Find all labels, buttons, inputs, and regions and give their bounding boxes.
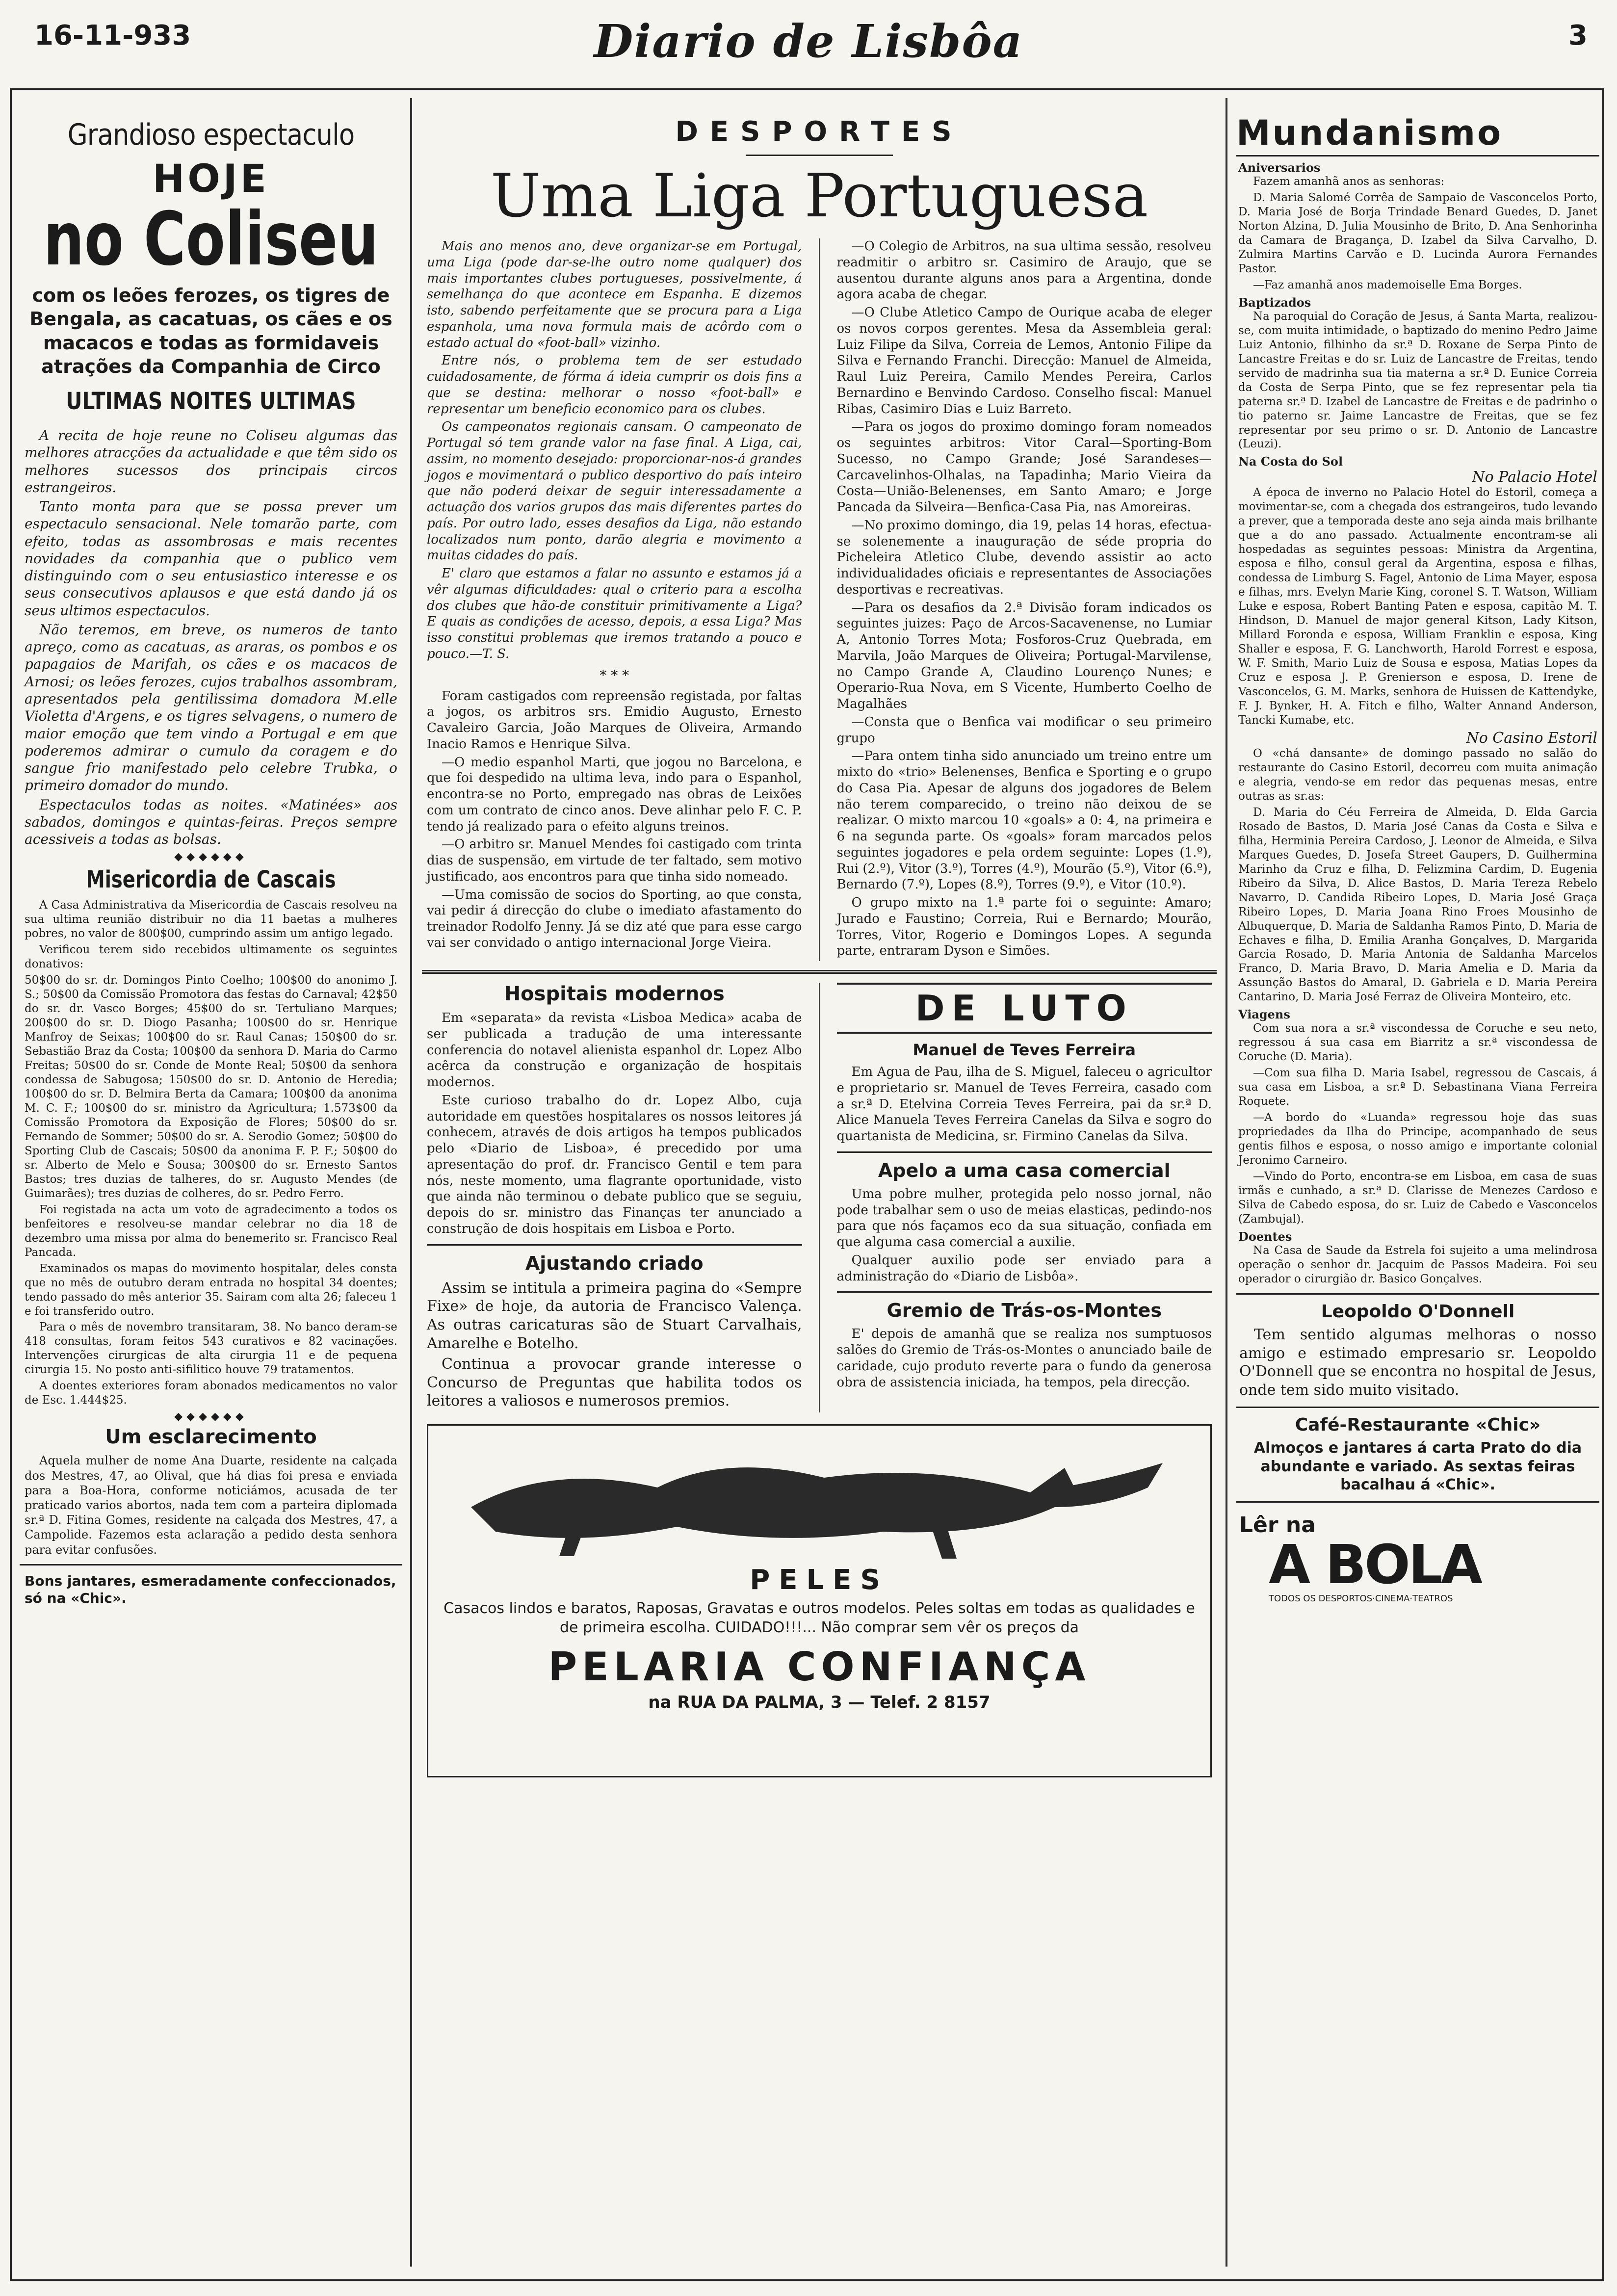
mid-col-a <box>427 983 802 1412</box>
desportes-col-b <box>837 238 1212 961</box>
left-column <box>20 98 402 2271</box>
esclarecimento-paragraph: Aquela mulher de nome Ana Duarte, residente na calçada dos Mestres, 47, ao Olival, que há dias foi presa e enviada para a Boa-Hora, conforme noticiámos, acusada de ter praticado varios abortos, nada tem com a parteira diplomada sr.ª D. Fitina Gomes, residente na calçada dos Mestres, 47, a Campolide. Fazemos esta aclaração a pedido desta senhora para evitar confusões. <box>25 1454 397 1557</box>
cafe-chic-title: Café-Restaurante «Chic» <box>1295 1415 1541 1435</box>
mid-section <box>422 983 1217 1412</box>
divider <box>427 1244 802 1246</box>
coliseu-hoje: HOJE <box>153 157 269 201</box>
misericordia-paragraph: A Casa Administrativa da Misericordia de Cascais resolveu na sua ultima reunião distribuir no dia 11 baetas a mulheres pobres, no valor de 800$00, cumprindo assim um antigo legado. <box>25 899 397 940</box>
desportes-paragraph: E' claro que estamos a falar no assunto e estamos já a vêr algumas dificuldades: qual o criterio para a escolha dos clubes que hão-de constituir primitivamente a Liga? E quais as condições de acesso, depois, a essa Liga? Mas isso constitui problemas que iremos tratando a pouco e pouco.—T. S. <box>427 566 802 661</box>
desportes-paragraph: —Consta que o Benfica vai modificar o seu primeiro grupo <box>836 714 1212 746</box>
desportes-paragraph: —Para ontem tinha sido anunciado um treino entre um mixto do «trio» Belenenses, Benfica e Sporting e o grupo do Casa Pia. Apesar de alguns dos jogadores de Belem não terem comparecido, o treino não deixou de se realizar. O mixto marcou 10 «goals» a 0: 4, na primeira e 6 na segunda parte. Os «goals» foram marcados pelos seguintes jogadores e pela ordem seguinte: Lopes (1.º), Rui (2.º), Vitor (3.º), Torres (4.º), Mourão (5.º), Vitor (6.º), Bernardo (7.º), Lopes (8.º), Torres (9.º), e Vitor (10.º). <box>836 749 1212 892</box>
peles-ad <box>427 1424 1212 1777</box>
chic-footer-text: Bons jantares, esmeradamente confeccionados, só na «Chic». <box>25 1572 396 1606</box>
luto-subtitle: Manuel de Teves Ferreira <box>913 1041 1136 1060</box>
esclarecimento-title: Um esclarecimento <box>105 1426 317 1449</box>
inner-divider <box>819 238 820 961</box>
issue-date: 16-11-933 <box>34 20 191 52</box>
mid-col-b <box>837 983 1212 1412</box>
aniversarios-head: Aniversarios <box>1238 160 1321 175</box>
ajustando-title: Ajustando criado <box>525 1252 704 1274</box>
ornament-divider: ◆◆◆◆◆◆ <box>174 851 248 863</box>
coliseu-paragraph: Espectaculos todas as noites. «Matinées» aos sabados, domingos e quintas-feiras. Preços sempre acessiveis a todas as bolsas. <box>25 796 397 848</box>
section-rule <box>422 970 1217 974</box>
desportes-kicker: DESPORTES <box>675 116 964 148</box>
desportes-col-a <box>427 238 802 961</box>
misericordia-donations: 50$00 do sr. dr. Domingos Pinto Coelho; 100$00 do anonimo J. S.; 50$00 da Comissão Promotora das festas do Carnaval; 42$50 do sr. dr. Vasco Borges; 45$00 do sr. Tertuliano Marques; 200$00 do sr. D. Diogo Pasanha; 100$00 do sr. Henrique Manfroy de Seixas; 100$00 do sr. Raul Canas; 150$00 do sr. Sebastião Braz da Costa; 100$00 da senhora D. Maria do Carmo Freitas; 50$00 do sr. Conde de Monte Real; 50$00 da senhora condessa de Sabugosa; 150$00 do sr. D. Antonio de Heredia; 100$00 do sr. D. Belmira Berta da Camara; 100$00 da anonima M. C. F.; 100$00 do sr. ministro da Agricultura; 1.573$00 da Comissão Promotora da Exposição de Flores; 50$00 do sr. Fernando de Sommer; 50$00 do sr. A. Serodio Gomez; 50$00 do Sporting Club de Cascais; 50$00 da anonima F. P. F.; 50$00 do sr. Alberto de Melo e Sousa; 300$00 do sr. Ernesto Santos Bastos; tres duzias de talheres, do sr. Augusto Mendes (de Guimarães); tres duzias de colheres, do sr. Pedro Ferro. <box>25 974 397 1200</box>
divider <box>20 1564 402 1565</box>
peles-address: na RUA DA PALMA, 3 — Telef. 2 8157 <box>648 1693 991 1713</box>
ornament-divider: ◆◆◆◆◆◆ <box>174 1410 248 1423</box>
abola-read: Lêr na <box>1239 1512 1316 1538</box>
mundanismo-paragraph: Com sua nora a sr.ª viscondessa de Coruche e seu neto, regressou á sua casa em Biarritz a sr.ª viscondessa de Coruche (D. Maria). <box>1238 1022 1597 1064</box>
misericordia-paragraph: Foi registada na acta um voto de agradecimento a todos os benfeitores e resolveu-se mandar celebrar no dia 18 de dezembro uma missa por alma do benemerito sr. Francisco Real Pancada. <box>25 1203 397 1259</box>
newspaper-title: Diario de Lisbôa <box>594 15 1023 68</box>
gremio-paragraph: E' depois de amanhã que se realiza nos sumptuosos salões do Gremio de Trás-os-Montes o anunciado baile de caridade, cujo produto reverte para o fundo da generosa obra de assistencia iniciada, ha tempos, pela direcção. <box>836 1327 1212 1390</box>
desportes-paragraph: —O Clube Atletico Campo de Ourique acaba de eleger os novos corpos gerentes. Mesa da Assembleia geral: Luiz Filipe da Silva, Correia de Lemos, Antonio Filipe da Silva e Fernando Franchi. Direcção: Manuel de Almeida, Raul Luiz Pereira, Camilo Mendes Pereira, Carlos Bernardino e Benvindo Cardoso. Conselho fiscal: Manuel Ribas, Casimiro Dias e Luiz Barreto. <box>836 305 1212 417</box>
viagens-head: Viagens <box>1238 1007 1290 1022</box>
luto-title: DE LUTO <box>837 983 1212 1034</box>
hospitais-paragraph: Em «separata» da revista «Lisboa Medica» acaba de ser publicada a tradução de uma interessante conferencia do notavel alienista espanhol dr. Lopez Albo acêrca da construção e organização de hospitais modernos. <box>427 1011 802 1090</box>
desportes-stars: * * * <box>600 667 629 683</box>
inner-divider <box>819 983 820 1412</box>
coliseu-paragraph: Tanto monta para que se possa prever um espectaculo sensacional. Nele tomarão parte, com efeito, todas as assombrosas e mais recentes novidades da companhia que o publico vem distinguindo com o seu entusiastico interesse e os seus consecutivos aplausos e que está dando já os seus ultimos espectaculos. <box>25 498 397 619</box>
desportes-paragraph: —O medio espanhol Marti, que jogou no Barcelona, e que foi despedido na ultima leva, indo para o Espanhol, encontra-se no Porto, empregado nas obras de Leixões com um contrato de cinco anos. Deve alinhar pelo F. C. P. tendo já realizado para o efeito alguns treinos. <box>427 755 802 834</box>
gremio-title: Gremio de Trás-os-Montes <box>887 1300 1162 1322</box>
misericordia-paragraph: Para o mês de novembro transitaram, 38. No banco deram-se 418 consultas, foram feitos 543 curativos e 82 vacinações. Intervenções cirurgicas de alta cirurgia 11 e de pequena cirurgia 15. No posto anti-sifilitico houve 79 tratamentos. <box>25 1321 397 1377</box>
fox-illustration <box>451 1434 1187 1561</box>
desportes-paragraph: Foram castigados com repreensão registada, por faltas a jogos, os arbitros srs. Emidio Augusto, Ernesto Cavaleiro Garcia, João Marques de Oliveira, Armando Inacio Ramos e Henrique Silva. <box>427 688 802 752</box>
page-number: 3 <box>1568 20 1588 52</box>
misericordia-title: Misericordia de Cascais <box>86 866 336 894</box>
ajustando-paragraph: Assim se intitula a primeira pagina do «Sempre Fixe» de hoje, da autoria de Francisco Valença. As outras caricaturas são de Stuart Carvalhais, Amarelhe e Botelho. <box>427 1279 802 1353</box>
kicker-rule <box>746 155 893 156</box>
abola-brand: A BOLA <box>1269 1533 1481 1596</box>
column-divider <box>1226 98 1227 2267</box>
coliseu-title: no Coliseu <box>43 197 379 282</box>
misericordia-paragraph: Examinados os mapas do movimento hospitalar, deles consta que no mês de outubro deram entrada no hospital 34 doentes; tendo passado do mês anterior 35. Sairam com alta 26; faleceu 1 e foi transferido outro. <box>25 1262 397 1318</box>
abola-ad <box>1236 1510 1599 1637</box>
luto-paragraph: Em Agua de Pau, ilha de S. Miguel, faleceu o agricultor e proprietario sr. Manuel de Teves Ferreira, casado com a sr.ª D. Etelvina Correia Teves Ferreira, pai da sr.ª D. Alice Manuela Teves Ferreira Canelas da Silva e sogro do quartanista de Medicina, sr. Firmino Canelas da Silva. <box>836 1065 1212 1144</box>
mundanismo-paragraph: D. Maria do Céu Ferreira de Almeida, D. Elda Garcia Rosado de Bastos, D. Maria José Canas da Costa e Silva e filha, Herminia Pereira Cardoso, J. Leonor de Almeida, e Silva Marques Guedes, D. Josefa Street Gaupers, D. Guilhermina Marinho da Cruz e filha, D. Felizmina Cardim, D. Eugenia Ribeiro da Silva, D. Alice Bastos, D. Maria Tereza Rebelo Navarro, D. Candida Ribeiro Lopes, D. Maria José Graça Ribeiro Lopes, D. Maria Joana Rino Froes Mousinho de Albuquerque, D. Maria de Saldanha Ramos Pinto, D. Maria de Echaves e filha, D. Emilia Aranha Gonçalves, D. Margarida Garcia Rosado, D. Maria Antonia de Saldanha Marcelos Franco, D. Maria Bravo, D. Maria Amelia e D. Maria da Assunção Bastos do Amaral, D. Gabriela e D. Maria Pereira Cantarino, D. Maria José Ferraz de Oliveira Monteiro, etc. <box>1238 806 1597 1004</box>
coliseu-ad <box>20 98 402 415</box>
desportes-body <box>422 238 1217 961</box>
coliseu-paragraph: A recita de hoje reune no Coliseu algumas das melhores atracções da actualidade e que têm sido os melhores sucessos dos principais circos estrangeiros. <box>25 427 397 496</box>
mundanismo-paragraph: —Com sua filha D. Maria Isabel, regressou de Cascais, á sua casa em Lisboa, a sr.ª D. Sebastinana Viana Ferreira Roquete. <box>1238 1067 1597 1108</box>
divider <box>1236 1501 1599 1503</box>
peles-brand: PELARIA CONFIANÇA <box>548 1644 1091 1690</box>
mundanismo-paragraph: Fazem amanhã anos as senhoras: <box>1253 175 1445 188</box>
abola-tagline: TODOS OS DESPORTOS·CINEMA·TEATROS <box>1269 1593 1453 1604</box>
coliseu-ultimas: ULTIMAS NOITES ULTIMAS <box>66 388 356 415</box>
desportes-headline: Uma Liga Portuguesa <box>490 161 1148 231</box>
coliseu-line1: Grandioso espectaculo <box>67 118 355 152</box>
mundanismo-paragraph: —Vindo do Porto, encontra-se em Lisboa, em casa de suas irmãs e cunhado, a sr.ª D. Clarisse de Menezes Cardoso e Silva de Cabedo esposa, do sr. Luiz de Cabedo e Vasconcelos (Zambujal). <box>1238 1170 1597 1226</box>
masthead <box>0 0 1617 93</box>
doentes-head: Doentes <box>1238 1229 1292 1244</box>
costa-head: Na Costa do Sol <box>1238 454 1343 469</box>
baptizados-head: Baptizados <box>1238 295 1311 310</box>
coliseu-text <box>20 415 402 848</box>
palacio-head: No Palacio Hotel <box>1472 469 1597 486</box>
mundanismo-paragraph: O «chá dansante» de domingo passado no salão do restaurante do Casino Estoril, decorreu com muita animação e alegria, vendo-se em redor das pequenas mesas, entre outras as sr.as: <box>1238 747 1597 803</box>
mundanismo-body <box>1236 157 1599 1286</box>
desportes-paragraph: —O arbitro sr. Manuel Mendes foi castigado com trinta dias de suspensão, em virtude de ter faltado, sem motivo justificado, aos encontros para que tinha sido nomeado. <box>427 837 802 884</box>
mundanismo-paragraph: —A bordo do «Luanda» regressou hoje das suas propriedades da Ilha do Principe, acompanhado de seus gentis filhos e esposa, o nosso amigo e importante colonial Jeronimo Carneiro. <box>1238 1111 1597 1167</box>
estoril-head: No Casino Estoril <box>1466 729 1597 747</box>
column-divider <box>410 98 412 2267</box>
right-column <box>1236 98 1599 2271</box>
hospitais-paragraph: Este curioso trabalho do dr. Lopez Albo, cuja autoridade em questões hospitalares os nossos leitores já conhecem, através de dois artigos ha tempos publicados pelo «Diario de Lisboa», é precedido por uma apresentação do prof. dr. Francisco Gentil e tem para nós, neste momento, uma flagrante oportunidade, visto que ainda não terminou o debate publico que se seguiu, depois do sr. ministro das Finanças ter anunciado a construção de dois hospitais em Lisboa e Porto. <box>427 1093 802 1236</box>
hospitais-title: Hospitais modernos <box>504 983 725 1006</box>
misericordia-article <box>20 866 402 1408</box>
chic-footer-ad <box>20 1572 402 1607</box>
misericordia-paragraph: A doentes exteriores foram abonados medicamentos no valor de Esc. 1.444$25. <box>25 1380 397 1407</box>
desportes-paragraph: —O Colegio de Arbitros, na sua ultima sessão, resolveu readmitir o arbitro sr. Casimiro de Araujo, que se ausentou durante alguns anos para a Argentina, donde agora acaba de chegar. <box>836 239 1212 302</box>
divider <box>1236 1293 1599 1295</box>
divider <box>1236 1407 1599 1408</box>
desportes-paragraph: —Para os desafios da 2.ª Divisão foram indicados os seguintes juizes: Paço de Arcos-Sacavenense, no Lumiar A, Antonio Torres Mota; Fosforos-Cruz Quebrada, em Marvila, João Marques de Oliveira; Portugal-Marvilense, no Campo Grande A, Claudino Lourenço Nunes; e Operario-Rua Nova, em S Vicente, Humberto Coelho de Magalhães <box>836 600 1212 712</box>
desportes-paragraph: Entre nós, o problema tem de ser estudado cuidadosamente, de fórma á ideia cumprir os dois fins a que se destina: melhorar o nosso «foot-ball» e representar um beneficio economico para os clubes. <box>427 353 802 417</box>
leopoldo-title: Leopoldo O'Donnell <box>1321 1301 1515 1322</box>
center-column <box>422 98 1217 2271</box>
mundanismo-paragraph: Na paroquial do Coração de Jesus, á Santa Marta, realizou-se, com muita intimidade, o baptizado do menino Pedro Jaime Luiz Antonio, filhinho da sr.ª D. Roxane de Serpa Pinto de Lancastre Freitas e do sr. Luiz de Lancastre de Freitas, tendo servido de madrinha sua tia materna a sr.ª D. Eunice Correia da Costa de Serpa Pinto, que se fez representar pela tia paterna sr.ª D. Izabel de Lancastre de Freitas e de padrinho o tio paterno sr. Jaime Lancastre de Freitas, que se fez representar por seu primo o sr. D. Antonio de Lancastre (Leuzi). <box>1238 310 1597 451</box>
apelo-paragraph: Uma pobre mulher, protegida pelo nosso jornal, não pode trabalhar sem o uso de meias elasticas, pedindo-nos para que nós façamos eco da sua situação, confiada em que alguma casa comercial a auxilie. <box>836 1186 1212 1250</box>
esclarecimento-article <box>20 1426 402 1557</box>
apelo-paragraph: Qualquer auxilio pode ser enviado para a administração do «Diario de Lisbôa». <box>836 1252 1212 1284</box>
mundanismo-paragraph: Na Casa de Saude da Estrela foi sujeito a uma melindrosa operação o senhor dr. Jacquim de Passos Madeira. Foi seu operador o cirurgião dr. Basico Gonçalves. <box>1238 1244 1597 1285</box>
apelo-title: Apelo a uma casa comercial <box>878 1159 1171 1181</box>
cafe-chic-text: Almoços e jantares á carta Prato do dia abundante e variado. As sextas feiras bacalhau á «Chic». <box>1253 1439 1582 1493</box>
desportes-paragraph: Os campeonatos regionais cansam. O campeonato de Portugal só tem grande valor na fase final. A Liga, cai, assim, no momento desejado: proporcionar-nos-á grandes jogos e movimentará o publico desportivo do país inteiro que não poderá deixar de seguir interessadamente a actuação dos varios grupos das mais diferentes partes do país. Por outro lado, esses desafios da Liga, não estando localizados num ponto, darão alegria e movimento a muitas cidades do país. <box>427 419 802 563</box>
desportes-paragraph: —Para os jogos do proximo domingo foram nomeados os seguintes arbitros: Vitor Caral—Sporting-Bom Sucesso, no Campo Grande; José Sarandeses—Carcavelinhos-Olhalas, na Tapadinha; Mario Vieira da Costa—União-Belenenses, em Santo Amaro; e Jorge Pancada da Silveira—Benfica-Casa Pia, nas Amoreiras. <box>836 419 1212 515</box>
coliseu-paragraph: Não teremos, em breve, os numeros de tanto apreço, como as cacatuas, as araras, os pombos e os papagaios de Marifah, os cães e os macacos de Arnosi; os leões ferozes, cujos trabalhos assombram, apresentados pela gentilissima domadora M.elle Violetta d'Argens, e os tigres selvagens, o numero de maior emoção que tem vindo a Portugal e em que poderemos admirar o cumulo da coragem e do sangue frio manifestado pelo celebre Trubka, o primeiro domador do mundo. <box>25 621 397 794</box>
desportes-paragraph: Mais ano menos ano, deve organizar-se em Portugal, uma Liga (pode dar-se-lhe outro nome qualquer) dos mais importantes clubes portugueses, possivelmente, á semelhança do que acontece em Espanha. E dizemos isto, sabendo perfeitamente que se procura para a Liga espanhola, uma nova formula mais de acôrdo com o estado actual do «foot-ball» vizinho. <box>427 239 802 350</box>
misericordia-paragraph: Verificou terem sido recebidos ultimamente os seguintes donativos: <box>25 943 397 971</box>
divider <box>837 1291 1212 1293</box>
desportes-paragraph: —Uma comissão de socios do Sporting, ao que consta, vai pedir á direcção do clube o imediato afastamento do treinador Rodolfo Jenny. Já se diz até que para esse cargo vai ser convidado o antigo internacional Jorge Vieira. <box>427 887 802 950</box>
ajustando-paragraph: Continua a provocar grande interesse o Concurso de Preguntas que habilita todos os leitores a valiosos e numerosos premios. <box>427 1355 802 1410</box>
divider <box>837 1151 1212 1153</box>
mundanismo-paragraph: —Faz amanhã anos mademoiselle Ema Borges. <box>1253 278 1522 291</box>
desportes-paragraph: O grupo mixto na 1.ª parte foi o seguinte: Amaro; Jurado e Faustino; Correia, Rui e Bernardo; Mourão, Torres, Vitor, Rogerio e Domingos Lopes. A segunda parte, entraram Dyson e Simões. <box>836 895 1212 959</box>
coliseu-attractions: com os leões ferozes, os tigres de Bengala, as cacatuas, os cães e os macacos e todas as formidaveis atrações da Companhia de Circo <box>29 284 392 378</box>
peles-word: PELES <box>750 1564 889 1596</box>
mundanismo-title: Mundanismo <box>1236 113 1599 157</box>
leopoldo-paragraph: Tem sentido algumas melhoras o nosso amigo e estimado empresario sr. Leopoldo O'Donnell que se encontra no hospital de Jesus, onde tem sido muito visitado. <box>1239 1326 1596 1399</box>
mundanismo-paragraph: A época de inverno no Palacio Hotel do Estoril, começa a movimentar-se, com a chegada dos estrangeiros, tudo levando a prever, que a temporada deste ano seja ainda mais brilhante que a do ano passado. Actualmente encontram-se ali hospedadas as seguintes pessoas: Ministra da Argentina, esposa e filho, consul geral da Argentina, esposa e filhas, condessa de Limburg S. Fagel, Antonio de Lima Mayer, esposa e filhas, mrs. Evelyn Marie King, coronel S. T. Watson, William Luke e esposa, Robert Banting Paten e esposa, capitão M. T. Hindson, D. Manuel de major general Kitson, Lady Kitson, Millard Foronda e esposa, William Franklin e esposa, King Shaller e esposa, F. G. Lanchworth, Harold Forrest e esposa, W. F. Smith, Mario Luiz de Sousa e esposa, Matias Lopes da Cruz e esposa J. P. Grenierson e esposa, D. Irene de Vasconcelos, G. M. Marks, senhora de Huissen de Kattendyke, F. J. Bynker, H. A. Fitch e filho, Walter Annand Anderson, Tancki Kumabe, etc. <box>1238 486 1597 727</box>
desportes-paragraph: —No proximo domingo, dia 19, pelas 14 horas, efectua-se solenemente a inauguração de séde propria do Picheleira Atletico Clube, devendo assistir ao acto individualidades oficiais e representantes de Associações desportivas e recreativas. <box>836 518 1212 597</box>
peles-text: Casacos lindos e baratos, Raposas, Gravatas e outros modelos. Peles soltas em todas as qualidades e de primeira escolha. CUIDADO!!!... Não comprar sem vêr os preços da <box>443 1600 1195 1637</box>
mundanismo-paragraph: D. Maria Salomé Corrêa de Sampaio de Vasconcelos Porto, D. Maria José de Borja Trindade Benard Guedes, D. Janet Norton Alzina, D. Julia Mousinho de Brito, D. Ana Senhorinha da Camara de Bragança, D. Izabel da Silva Carvalho, D. Zulmira Martins Carvão e D. Lucinda Aurora Fernandes Pastor. <box>1238 191 1597 275</box>
